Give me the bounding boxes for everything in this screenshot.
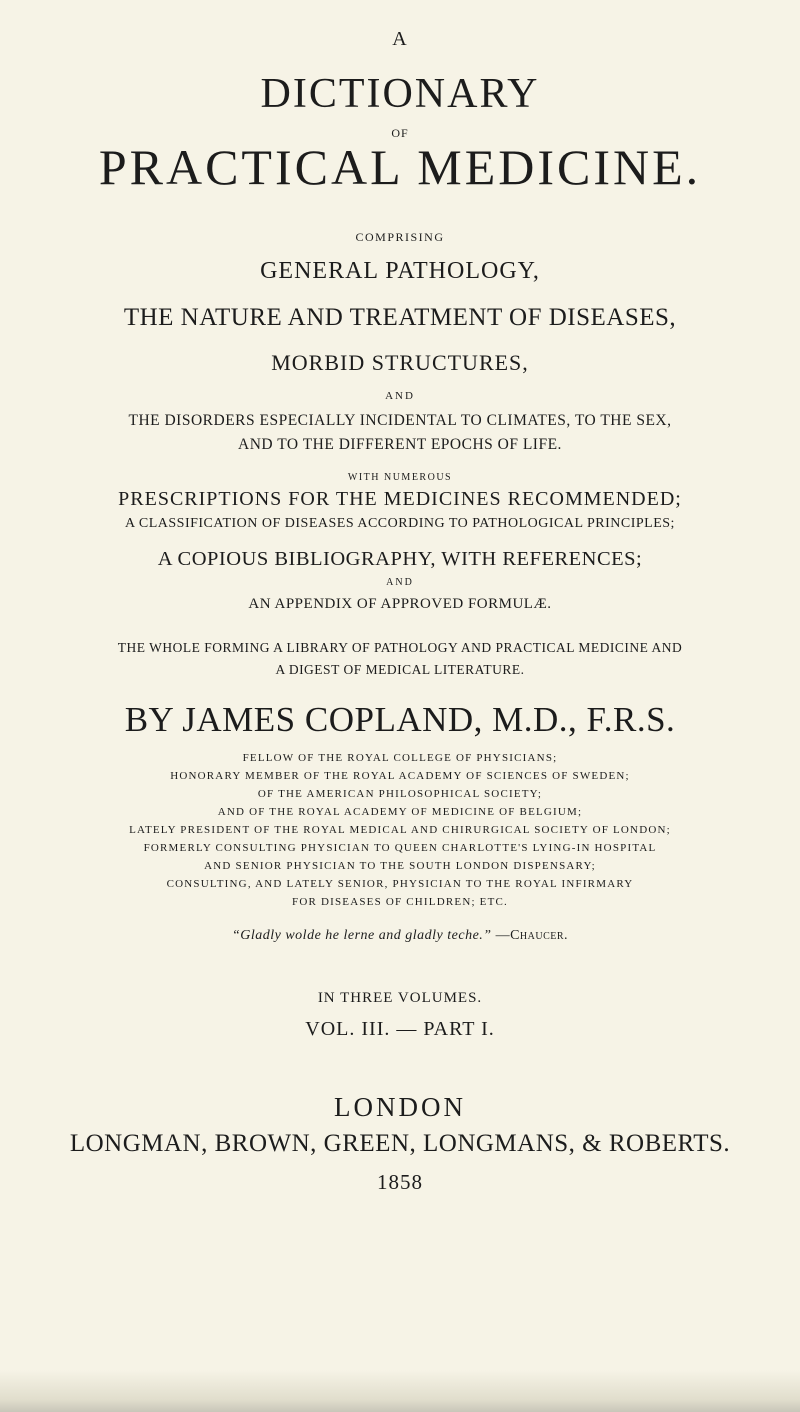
epigraph	[0, 928, 800, 944]
classification: A CLASSIFICATION OF DISEASES ACCORDING TO PATHOLOGICAL PRINCIPLES;	[125, 516, 675, 531]
author-byline: BY JAMES COPLAND, M.D., F.R.S.	[124, 700, 676, 739]
bibliography: A COPIOUS BIBLIOGRAPHY, WITH REFERENCES;	[157, 548, 643, 570]
author-credential: LATELY PRESIDENT OF THE ROYAL MEDICAL AND CHIRURGICAL SOCIETY OF LONDON;	[129, 824, 671, 836]
whole-forming-line-2: A DIGEST OF MEDICAL LITERATURE.	[275, 662, 525, 677]
epigraph-attribution: —Chaucer.	[495, 928, 569, 943]
whole-forming-line-1: THE WHOLE FORMING A LIBRARY OF PATHOLOGY AND PRACTICAL MEDICINE AND	[117, 640, 683, 655]
author-credential: AND SENIOR PHYSICIAN TO THE SOUTH LONDON DISPENSARY;	[204, 860, 596, 872]
and-separator: AND	[385, 390, 415, 402]
general-pathology: GENERAL PATHOLOGY,	[260, 258, 540, 284]
author-credential: CONSULTING, AND LATELY SENIOR, PHYSICIAN TO THE ROYAL INFIRMARY	[166, 878, 634, 890]
title-of: OF	[391, 126, 409, 140]
title-dictionary: DICTIONARY	[260, 71, 540, 117]
comprising-label: COMPRISING	[355, 230, 445, 244]
author-credential: FOR DISEASES OF CHILDREN; ETC.	[292, 896, 508, 908]
disorders-line-2: AND TO THE DIFFERENT EPOCHS OF LIFE.	[238, 436, 562, 453]
imprint-publisher: LONGMAN, BROWN, GREEN, LONGMANS, & ROBERTS.	[69, 1130, 731, 1157]
nature-treatment: THE NATURE AND TREATMENT OF DISEASES,	[123, 304, 677, 331]
author-credential: OF THE AMERICAN PHILOSOPHICAL SOCIETY;	[257, 788, 543, 800]
author-credential: FELLOW OF THE ROYAL COLLEGE OF PHYSICIANS;	[242, 752, 558, 764]
imprint-city: LONDON	[334, 1092, 466, 1122]
author-credential: AND OF THE ROYAL ACADEMY OF MEDICINE OF BELGIUM;	[217, 806, 583, 818]
morbid-structures: MORBID STRUCTURES,	[271, 350, 529, 375]
volumes-note: IN THREE VOLUMES.	[317, 990, 483, 1006]
author-credential: HONORARY MEMBER OF THE ROYAL ACADEMY OF SCIENCES OF SWEDEN;	[170, 770, 630, 782]
prescriptions: PRESCRIPTIONS FOR THE MEDICINES RECOMMENDED;	[118, 488, 682, 510]
title-article: A	[392, 28, 408, 50]
author-credential: FORMERLY CONSULTING PHYSICIAN TO QUEEN CHARLOTTE'S LYING-IN HOSPITAL	[143, 842, 657, 854]
with-numerous: WITH NUMEROUS	[347, 472, 453, 483]
disorders-line-1: THE DISORDERS ESPECIALLY INCIDENTAL TO CLIMATES, TO THE SEX,	[128, 412, 672, 429]
volume-part: VOL. III. — PART I.	[305, 1018, 495, 1040]
and-separator: AND	[386, 577, 414, 588]
appendix: AN APPENDIX OF APPROVED FORMULÆ.	[248, 596, 552, 612]
title-practical-medicine: PRACTICAL MEDICINE.	[98, 139, 702, 195]
imprint-year: 1858	[377, 1170, 423, 1194]
epigraph-quote: “Gladly wolde he lerne and gladly teche.”	[231, 928, 492, 943]
page-edge-shadow	[0, 1370, 800, 1412]
